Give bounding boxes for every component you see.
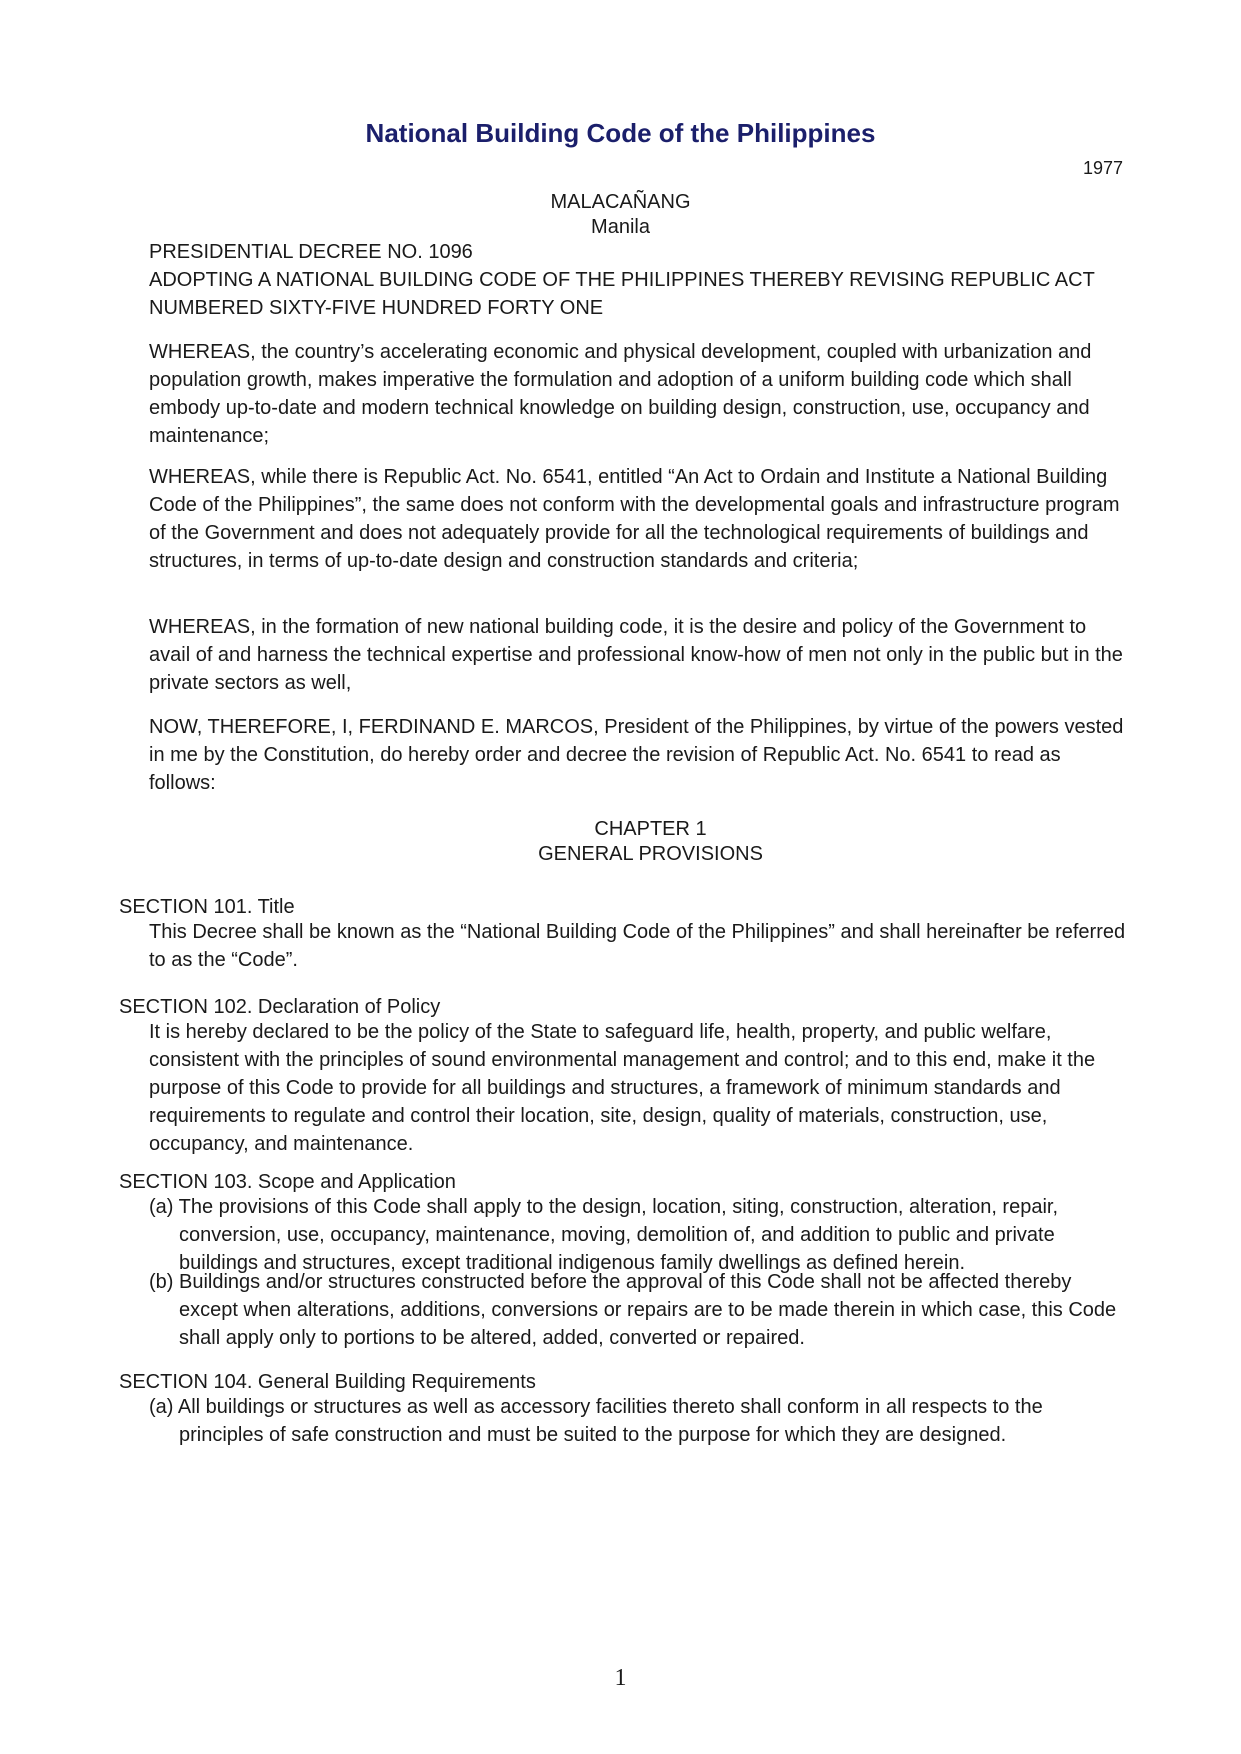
issuer-office: MALACAÑANG [550,191,691,213]
section-item: (b) Buildings and/or structures constructed before the approval of this Code shall not be affected thereby except when alterations, additions, conversions or repairs are to be made therein in which case, this Code shall apply only to portions to be altered, added, converted or repaired. [149,1271,1117,1349]
chapter-title: GENERAL PROVISIONS [538,843,763,865]
section-heading: SECTION 102. Declaration of Policy [119,996,441,1018]
preamble-paragraph: NOW, THEREFORE, I, FERDINAND E. MARCOS, President of the Philippines, by virtue of the powers vested in me by the Constitution, do hereby order and decree the revision of Republic Act. No. 6541 to read as follows: [149,716,1124,794]
chapter-number: CHAPTER 1 [594,818,707,840]
section-body: This Decree shall be known as the “National Building Code of the Philippines” and shall hereinafter be referred to as the “Code”. [149,921,1126,971]
decree-number: PRESIDENTIAL DECREE NO. 1096 [149,241,473,263]
decree-subject-line-2: NUMBERED SIXTY-FIVE HUNDRED FORTY ONE [149,297,604,319]
section-item: (a) All buildings or structures as well as accessory facilities thereto shall conform in all respects to the principles of safe construction and must be suited to the purpose for which they are designed. [149,1396,1043,1446]
section-heading: SECTION 101. Title [119,896,295,918]
preamble-paragraph: WHEREAS, in the formation of new national building code, it is the desire and policy of the Government to avail of and harness the technical expertise and professional know-how of men not only in the public but in the private sectors as well, [149,616,1123,694]
issuer-city: Manila [591,216,650,238]
page-number: 1 [614,1665,627,1691]
section-heading: SECTION 103. Scope and Application [119,1171,456,1193]
section-body: It is hereby declared to be the policy of the State to safeguard life, health, property, and public welfare, consistent with the principles of sound environmental management and control; and to this end, make it the purpose of this Code to provide for all buildings and structures, a framework of minimum standards and requirements to regulate and control their location, site, design, quality of materials, construction, use, occupancy, and maintenance. [149,1021,1096,1155]
preamble-paragraph: WHEREAS, while there is Republic Act. No. 6541, entitled “An Act to Ordain and Institute a National Building Code of the Philippines”, the same does not conform with the developmental goals and infrastructure program of the Government and does not adequately provide for all the technological requirements of buildings and structures, in terms of up-to-date design and construction standards and criteria; [149,466,1120,572]
document-title: National Building Code of the Philippines [365,118,876,148]
decree-header [149,238,1129,322]
document-year: 1977 [1082,158,1123,178]
preamble-paragraph: WHEREAS, the country’s accelerating economic and physical development, coupled with urbanization and population growth, makes imperative the formulation and adoption of a uniform building code which shall embody up-to-date and modern technical knowledge on building design, construction, use, occupancy and maintenance; [149,341,1092,447]
section-item: (a) The provisions of this Code shall apply to the design, location, siting, construction, alteration, repair, conversion, use, occupancy, maintenance, moving, demolition of, and addition to public and private buildings and structures, except traditional indigenous family dwellings as defined herein. [149,1196,1059,1274]
decree-subject-line-1: ADOPTING A NATIONAL BUILDING CODE OF THE PHILIPPINES THEREBY REVISING REPUBLIC ACT [149,269,1095,291]
section-heading: SECTION 104. General Building Requirements [119,1371,536,1393]
